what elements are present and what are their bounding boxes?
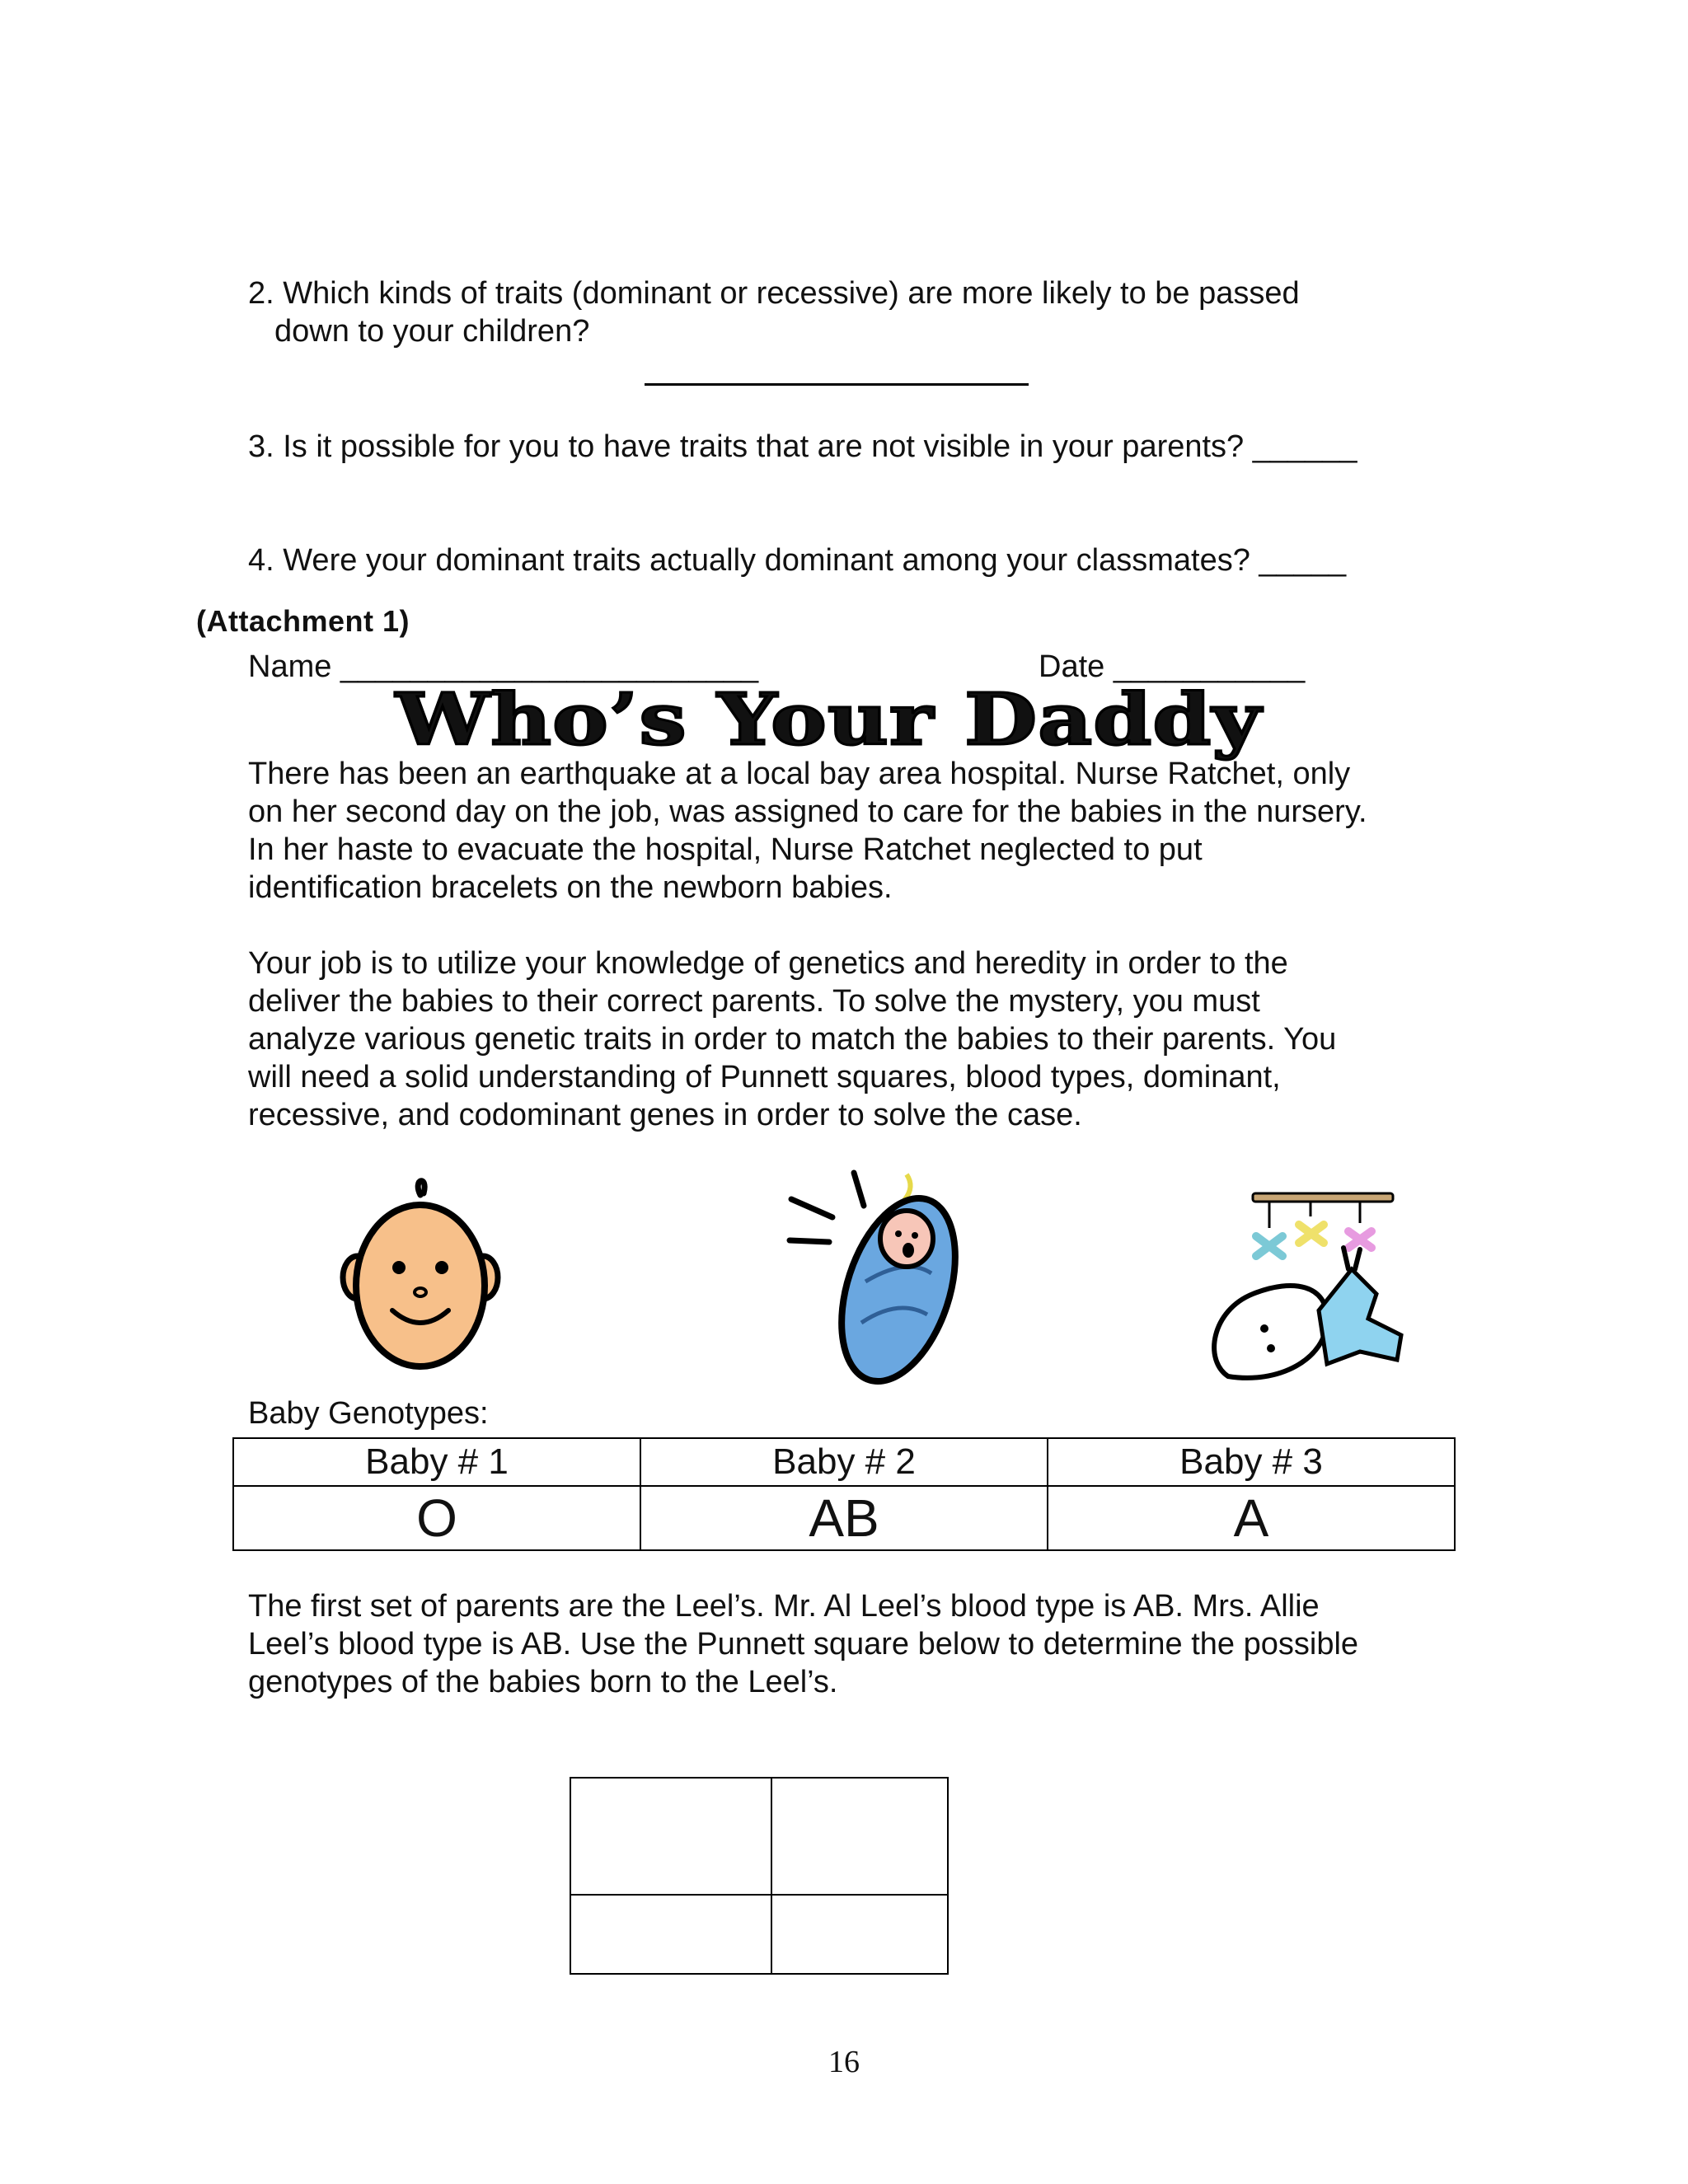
parents-line: The first set of parents are the Leel’s. Mr. Al Leel’s blood type is AB. Mrs. Allie xyxy=(248,1589,1320,1624)
punnett-cell[interactable] xyxy=(771,1895,948,1974)
page-number: 16 xyxy=(828,2045,860,2079)
parents-line: Leel’s blood type is AB. Use the Punnett square below to determine the possible xyxy=(248,1627,1359,1661)
intro-line: Your job is to utilize your knowledge of genetics and heredity in order to the xyxy=(248,946,1288,981)
parents-paragraph xyxy=(248,1587,1451,1701)
table-header-baby-2: Baby # 2 xyxy=(640,1438,1048,1486)
intro-line: recessive, and codominant genes in order to solve the case. xyxy=(248,1098,1082,1132)
swaddled-baby-icon xyxy=(783,1166,981,1389)
question-4: 4. Were your dominant traits actually dominant among your classmates? _____ xyxy=(248,543,1347,578)
table-header-baby-1: Baby # 1 xyxy=(233,1438,640,1486)
date-field[interactable]: Date ___________ xyxy=(1039,649,1306,684)
baby-genotypes-label: Baby Genotypes: xyxy=(248,1396,489,1431)
punnett-cell[interactable] xyxy=(570,1895,771,1974)
question-2-answer-line[interactable] xyxy=(645,383,1029,386)
intro-line: deliver the babies to their correct parents. To solve the mystery, you must xyxy=(248,984,1260,1019)
intro-paragraph-2 xyxy=(248,944,1451,1134)
baby-with-mobile-icon xyxy=(1203,1187,1418,1393)
intro-paragraph-1 xyxy=(248,755,1451,907)
name-field[interactable]: Name ________________________ xyxy=(248,649,759,684)
intro-line: on her second day on the job, was assigned to care for the babies in the nursery. xyxy=(248,794,1367,829)
punnett-square xyxy=(570,1777,949,1975)
baby-genotypes-table xyxy=(232,1437,1456,1551)
worksheet-title: Who’s Your Daddy xyxy=(396,678,1262,762)
punnett-cell[interactable] xyxy=(771,1778,948,1895)
intro-line: In her haste to evacuate the hospital, Nurse Ratchet neglected to put xyxy=(248,832,1203,867)
punnett-cell[interactable] xyxy=(570,1778,771,1895)
parents-line: genotypes of the babies born to the Leel’s. xyxy=(248,1665,838,1699)
intro-line: identification bracelets on the newborn babies. xyxy=(248,870,893,905)
baby-face-icon xyxy=(338,1170,503,1376)
genotype-baby-3: A xyxy=(1048,1486,1455,1550)
intro-line: analyze various genetic traits in order to match the babies to their parents. You xyxy=(248,1022,1337,1057)
table-header-baby-3: Baby # 3 xyxy=(1048,1438,1455,1486)
genotype-baby-2: AB xyxy=(640,1486,1048,1550)
question-3: 3. Is it possible for you to have traits that are not visible in your parents? ______ xyxy=(248,429,1357,464)
genotype-baby-1: O xyxy=(233,1486,640,1550)
intro-line: There has been an earthquake at a local bay area hospital. Nurse Ratchet, only xyxy=(248,757,1351,791)
attachment-label: (Attachment 1) xyxy=(196,604,410,638)
question-2-line-1: 2. Which kinds of traits (dominant or recessive) are more likely to be passed xyxy=(248,276,1300,311)
question-2-line-2: down to your children? xyxy=(274,314,590,349)
intro-line: will need a solid understanding of Punnett squares, blood types, dominant, xyxy=(248,1060,1281,1094)
